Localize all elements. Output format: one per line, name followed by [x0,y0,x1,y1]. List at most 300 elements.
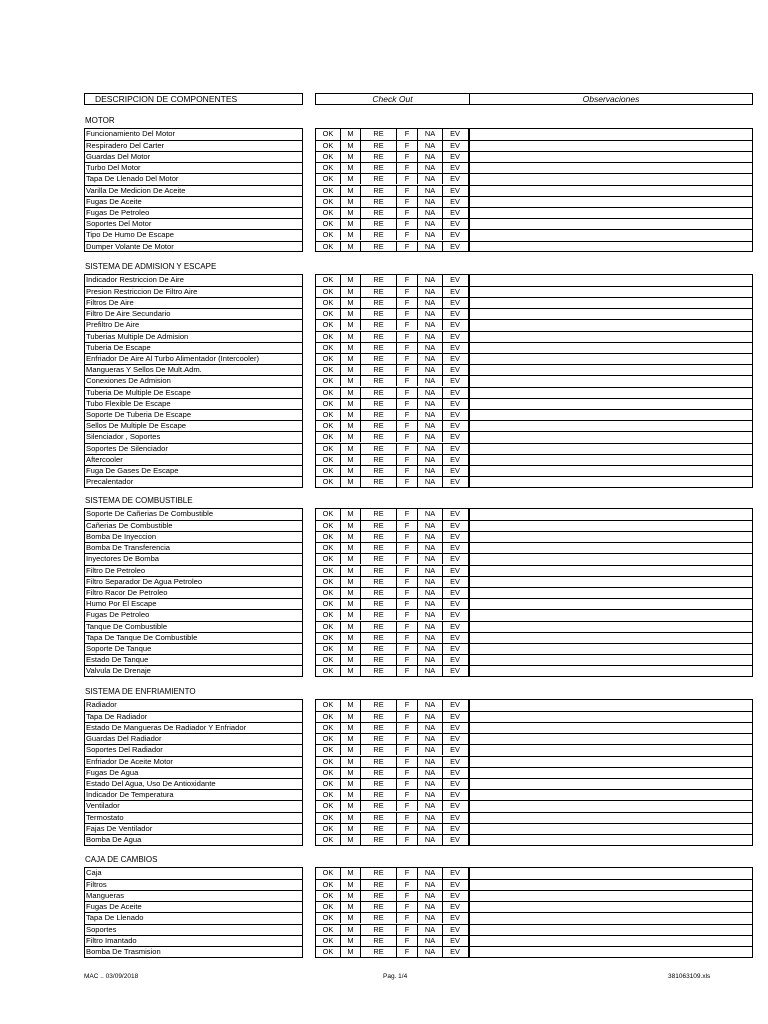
status-option-na[interactable]: NA [417,644,442,654]
status-option-re[interactable]: RE [360,174,396,184]
status-option-ev[interactable]: EV [442,936,467,946]
status-option-ev[interactable]: EV [442,141,467,151]
observation-field[interactable] [470,129,752,140]
status-option-ok[interactable]: OK [322,879,334,889]
status-option-re[interactable]: RE [360,219,396,229]
status-option-ev[interactable]: EV [442,655,467,665]
status-option-re[interactable]: RE [360,700,396,711]
status-option-re[interactable]: RE [360,723,396,733]
status-option-ok[interactable]: OK [322,207,334,217]
status-option-m[interactable]: M [340,633,360,643]
status-option-ev[interactable]: EV [442,723,467,733]
observation-field[interactable] [470,587,752,598]
status-option-ok[interactable]: OK [322,946,334,956]
status-option-m[interactable]: M [340,801,360,811]
status-option-f[interactable]: F [396,700,417,711]
status-option-na[interactable]: NA [417,757,442,767]
status-option-re[interactable]: RE [360,365,396,375]
status-option-ev[interactable]: EV [442,152,467,162]
status-option-re[interactable]: RE [360,868,396,879]
status-option-na[interactable]: NA [417,891,442,901]
status-option-re[interactable]: RE [360,466,396,476]
status-option-ok[interactable]: OK [322,342,334,352]
status-option-re[interactable]: RE [360,588,396,598]
status-option-m[interactable]: M [340,432,360,442]
status-option-na[interactable]: NA [417,129,442,140]
status-option-re[interactable]: RE [360,298,396,308]
status-option-m[interactable]: M [340,936,360,946]
status-option-f[interactable]: F [396,365,417,375]
status-option-re[interactable]: RE [360,163,396,173]
status-option-ok[interactable]: OK [322,756,334,766]
observation-field[interactable] [470,173,752,184]
status-option-f[interactable]: F [396,801,417,811]
observation-field[interactable] [470,319,752,330]
status-option-na[interactable]: NA [417,354,442,364]
status-option-re[interactable]: RE [360,332,396,342]
status-option-ev[interactable]: EV [442,242,467,252]
status-option-re[interactable]: RE [360,757,396,767]
status-option-ev[interactable]: EV [442,376,467,386]
status-option-f[interactable]: F [396,599,417,609]
status-option-m[interactable]: M [340,644,360,654]
status-option-re[interactable]: RE [360,599,396,609]
status-option-re[interactable]: RE [360,141,396,151]
status-option-ok[interactable]: OK [322,913,334,923]
observation-field[interactable] [470,576,752,587]
status-option-re[interactable]: RE [360,376,396,386]
status-option-m[interactable]: M [340,880,360,890]
status-option-m[interactable]: M [340,343,360,353]
status-option-f[interactable]: F [396,455,417,465]
status-option-f[interactable]: F [396,745,417,755]
status-option-na[interactable]: NA [417,197,442,207]
observation-field[interactable] [470,308,752,319]
status-option-re[interactable]: RE [360,230,396,240]
observation-field[interactable] [470,901,752,912]
status-option-ev[interactable]: EV [442,509,467,520]
status-option-f[interactable]: F [396,521,417,531]
status-option-f[interactable]: F [396,622,417,632]
status-option-m[interactable]: M [340,444,360,454]
status-option-re[interactable]: RE [360,835,396,845]
status-option-m[interactable]: M [340,599,360,609]
status-option-f[interactable]: F [396,532,417,542]
observation-field[interactable] [470,420,752,431]
observation-field[interactable] [470,162,752,173]
status-option-ok[interactable]: OK [322,576,334,586]
status-option-ev[interactable]: EV [442,477,467,487]
status-option-f[interactable]: F [396,466,417,476]
status-option-ev[interactable]: EV [442,925,467,935]
status-option-na[interactable]: NA [417,599,442,609]
status-option-re[interactable]: RE [360,421,396,431]
status-option-ev[interactable]: EV [442,455,467,465]
status-option-f[interactable]: F [396,666,417,676]
status-option-m[interactable]: M [340,835,360,845]
status-option-f[interactable]: F [396,566,417,576]
status-option-na[interactable]: NA [417,577,442,587]
status-option-ev[interactable]: EV [442,399,467,409]
status-option-re[interactable]: RE [360,477,396,487]
status-option-ok[interactable]: OK [322,465,334,475]
status-option-na[interactable]: NA [417,332,442,342]
observation-field[interactable] [470,241,752,252]
status-option-na[interactable]: NA [417,399,442,409]
status-option-ok[interactable]: OK [322,409,334,419]
status-option-ok[interactable]: OK [322,890,334,900]
status-option-f[interactable]: F [396,835,417,845]
observation-field[interactable] [470,331,752,342]
status-option-na[interactable]: NA [417,723,442,733]
observation-field[interactable] [470,912,752,923]
status-option-ev[interactable]: EV [442,902,467,912]
status-option-ev[interactable]: EV [442,298,467,308]
status-option-ev[interactable]: EV [442,610,467,620]
status-option-ev[interactable]: EV [442,712,467,722]
status-option-ok[interactable]: OK [322,711,334,721]
status-option-ok[interactable]: OK [322,834,334,844]
status-option-ev[interactable]: EV [442,880,467,890]
status-option-f[interactable]: F [396,376,417,386]
status-option-ev[interactable]: EV [442,577,467,587]
observation-field[interactable] [470,387,752,398]
observation-field[interactable] [470,531,752,542]
status-option-na[interactable]: NA [417,768,442,778]
observation-field[interactable] [470,207,752,218]
observation-field[interactable] [470,353,752,364]
status-option-re[interactable]: RE [360,913,396,923]
observation-field[interactable] [470,520,752,531]
status-option-ok[interactable]: OK [322,812,334,822]
status-option-ev[interactable]: EV [442,354,467,364]
status-option-na[interactable]: NA [417,242,442,252]
status-option-na[interactable]: NA [417,432,442,442]
status-option-f[interactable]: F [396,723,417,733]
status-option-f[interactable]: F [396,655,417,665]
status-option-na[interactable]: NA [417,554,442,564]
status-option-m[interactable]: M [340,588,360,598]
status-option-m[interactable]: M [340,779,360,789]
status-option-na[interactable]: NA [417,208,442,218]
status-option-na[interactable]: NA [417,779,442,789]
status-option-m[interactable]: M [340,790,360,800]
observation-field[interactable] [470,229,752,240]
status-option-f[interactable]: F [396,444,417,454]
status-option-ev[interactable]: EV [442,891,467,901]
status-option-ev[interactable]: EV [442,633,467,643]
status-option-ev[interactable]: EV [442,208,467,218]
status-option-na[interactable]: NA [417,509,442,520]
status-option-re[interactable]: RE [360,275,396,286]
status-option-m[interactable]: M [340,208,360,218]
status-option-na[interactable]: NA [417,298,442,308]
status-option-ok[interactable]: OK [322,320,334,330]
status-option-re[interactable]: RE [360,925,396,935]
status-option-f[interactable]: F [396,509,417,520]
status-option-m[interactable]: M [340,734,360,744]
status-option-na[interactable]: NA [417,343,442,353]
status-option-m[interactable]: M [340,477,360,487]
status-option-m[interactable]: M [340,745,360,755]
status-option-ok[interactable]: OK [322,432,334,442]
status-option-ev[interactable]: EV [442,197,467,207]
status-option-re[interactable]: RE [360,343,396,353]
status-option-m[interactable]: M [340,700,360,711]
status-option-na[interactable]: NA [417,309,442,319]
status-option-m[interactable]: M [340,757,360,767]
status-option-ev[interactable]: EV [442,521,467,531]
observation-field[interactable] [470,509,752,520]
status-option-f[interactable]: F [396,868,417,879]
observation-field[interactable] [470,665,752,676]
status-option-f[interactable]: F [396,644,417,654]
status-option-re[interactable]: RE [360,577,396,587]
observation-field[interactable] [470,409,752,420]
status-option-m[interactable]: M [340,566,360,576]
status-option-na[interactable]: NA [417,622,442,632]
status-option-re[interactable]: RE [360,543,396,553]
status-option-na[interactable]: NA [417,219,442,229]
status-option-re[interactable]: RE [360,655,396,665]
status-option-ev[interactable]: EV [442,554,467,564]
status-option-na[interactable]: NA [417,421,442,431]
status-option-re[interactable]: RE [360,129,396,140]
status-option-ev[interactable]: EV [442,432,467,442]
status-option-na[interactable]: NA [417,801,442,811]
status-option-m[interactable]: M [340,868,360,879]
status-option-f[interactable]: F [396,343,417,353]
status-option-re[interactable]: RE [360,801,396,811]
status-option-f[interactable]: F [396,287,417,297]
status-option-ev[interactable]: EV [442,779,467,789]
status-option-ok[interactable]: OK [322,778,334,788]
status-option-na[interactable]: NA [417,633,442,643]
status-option-na[interactable]: NA [417,521,442,531]
observation-field[interactable] [470,465,752,476]
status-option-re[interactable]: RE [360,666,396,676]
observation-field[interactable] [470,431,752,442]
status-option-ev[interactable]: EV [442,309,467,319]
status-option-f[interactable]: F [396,129,417,140]
status-option-ok[interactable]: OK [322,230,334,240]
status-option-f[interactable]: F [396,275,417,286]
status-option-na[interactable]: NA [417,655,442,665]
observation-field[interactable] [470,654,752,665]
status-option-ok[interactable]: OK [322,443,334,453]
status-option-ok[interactable]: OK [322,587,334,597]
status-option-ok[interactable]: OK [322,531,334,541]
status-option-m[interactable]: M [340,902,360,912]
status-option-na[interactable]: NA [417,790,442,800]
status-option-ok[interactable]: OK [322,935,334,945]
status-option-ev[interactable]: EV [442,913,467,923]
status-option-na[interactable]: NA [417,745,442,755]
status-option-m[interactable]: M [340,421,360,431]
status-option-f[interactable]: F [396,712,417,722]
status-option-m[interactable]: M [340,768,360,778]
status-option-ok[interactable]: OK [322,599,334,609]
status-option-ok[interactable]: OK [322,309,334,319]
status-option-na[interactable]: NA [417,666,442,676]
observation-field[interactable] [470,375,752,386]
observation-field[interactable] [470,297,752,308]
observation-field[interactable] [470,823,752,834]
observation-field[interactable] [470,454,752,465]
observation-field[interactable] [470,553,752,564]
observation-field[interactable] [470,946,752,957]
status-option-ev[interactable]: EV [442,768,467,778]
status-option-m[interactable]: M [340,376,360,386]
status-option-f[interactable]: F [396,477,417,487]
status-option-f[interactable]: F [396,734,417,744]
status-option-na[interactable]: NA [417,936,442,946]
status-option-f[interactable]: F [396,757,417,767]
status-option-f[interactable]: F [396,925,417,935]
status-option-f[interactable]: F [396,163,417,173]
status-option-ev[interactable]: EV [442,622,467,632]
status-option-re[interactable]: RE [360,768,396,778]
status-option-m[interactable]: M [340,298,360,308]
status-option-m[interactable]: M [340,219,360,229]
status-option-re[interactable]: RE [360,622,396,632]
status-option-m[interactable]: M [340,275,360,286]
status-option-na[interactable]: NA [417,141,442,151]
status-option-na[interactable]: NA [417,455,442,465]
observation-field[interactable] [470,140,752,151]
status-option-f[interactable]: F [396,242,417,252]
observation-field[interactable] [470,542,752,553]
status-option-na[interactable]: NA [417,186,442,196]
status-option-ok[interactable]: OK [322,163,334,173]
status-option-re[interactable]: RE [360,554,396,564]
observation-field[interactable] [470,834,752,845]
status-option-na[interactable]: NA [417,588,442,598]
status-option-ok[interactable]: OK [322,520,334,530]
status-option-ok[interactable]: OK [322,610,334,620]
status-option-re[interactable]: RE [360,891,396,901]
status-option-f[interactable]: F [396,208,417,218]
observation-field[interactable] [470,364,752,375]
status-option-f[interactable]: F [396,824,417,834]
observation-field[interactable] [470,598,752,609]
status-option-f[interactable]: F [396,309,417,319]
status-option-f[interactable]: F [396,936,417,946]
status-option-na[interactable]: NA [417,913,442,923]
status-option-na[interactable]: NA [417,700,442,711]
status-option-m[interactable]: M [340,913,360,923]
status-option-na[interactable]: NA [417,610,442,620]
status-option-m[interactable]: M [340,947,360,957]
status-option-f[interactable]: F [396,141,417,151]
status-option-m[interactable]: M [340,242,360,252]
status-option-na[interactable]: NA [417,925,442,935]
status-option-f[interactable]: F [396,399,417,409]
status-option-f[interactable]: F [396,947,417,957]
status-option-re[interactable]: RE [360,287,396,297]
status-option-ok[interactable]: OK [322,185,334,195]
status-option-ev[interactable]: EV [442,700,467,711]
status-option-f[interactable]: F [396,432,417,442]
status-option-ok[interactable]: OK [322,745,334,755]
status-option-m[interactable]: M [340,723,360,733]
observation-field[interactable] [470,643,752,654]
observation-field[interactable] [470,700,752,711]
status-option-ev[interactable]: EV [442,588,467,598]
observation-field[interactable] [470,565,752,576]
status-option-na[interactable]: NA [417,543,442,553]
status-option-na[interactable]: NA [417,163,442,173]
status-option-ev[interactable]: EV [442,868,467,879]
status-option-re[interactable]: RE [360,242,396,252]
status-option-f[interactable]: F [396,543,417,553]
status-option-ev[interactable]: EV [442,566,467,576]
observation-field[interactable] [470,218,752,229]
status-option-m[interactable]: M [340,186,360,196]
status-option-m[interactable]: M [340,466,360,476]
status-option-ev[interactable]: EV [442,444,467,454]
status-option-m[interactable]: M [340,320,360,330]
status-option-f[interactable]: F [396,790,417,800]
status-option-ev[interactable]: EV [442,230,467,240]
status-option-f[interactable]: F [396,880,417,890]
status-option-ok[interactable]: OK [322,241,334,251]
status-option-ok[interactable]: OK [322,151,334,161]
status-option-re[interactable]: RE [360,388,396,398]
status-option-ok[interactable]: OK [322,398,334,408]
status-option-ev[interactable]: EV [442,410,467,420]
observation-field[interactable] [470,756,752,767]
status-option-re[interactable]: RE [360,354,396,364]
status-option-ev[interactable]: EV [442,532,467,542]
observation-field[interactable] [470,879,752,890]
status-option-re[interactable]: RE [360,152,396,162]
status-option-m[interactable]: M [340,610,360,620]
status-option-ok[interactable]: OK [322,632,334,642]
status-option-ok[interactable]: OK [322,274,334,284]
status-option-na[interactable]: NA [417,230,442,240]
status-option-f[interactable]: F [396,388,417,398]
status-option-ev[interactable]: EV [442,801,467,811]
observation-field[interactable] [470,476,752,487]
status-option-f[interactable]: F [396,813,417,823]
status-option-m[interactable]: M [340,509,360,520]
status-option-m[interactable]: M [340,532,360,542]
observation-field[interactable] [470,812,752,823]
status-option-ok[interactable]: OK [322,801,334,811]
status-option-re[interactable]: RE [360,610,396,620]
status-option-m[interactable]: M [340,813,360,823]
status-option-re[interactable]: RE [360,902,396,912]
status-option-ev[interactable]: EV [442,332,467,342]
observation-field[interactable] [470,924,752,935]
status-option-m[interactable]: M [340,197,360,207]
observation-field[interactable] [470,722,752,733]
status-option-na[interactable]: NA [417,813,442,823]
status-option-ev[interactable]: EV [442,599,467,609]
status-option-ev[interactable]: EV [442,320,467,330]
status-option-ok[interactable]: OK [322,508,334,518]
status-option-re[interactable]: RE [360,813,396,823]
status-option-ok[interactable]: OK [322,643,334,653]
status-option-f[interactable]: F [396,186,417,196]
status-option-ok[interactable]: OK [322,554,334,564]
status-option-ok[interactable]: OK [322,734,334,744]
status-option-ev[interactable]: EV [442,421,467,431]
status-option-na[interactable]: NA [417,287,442,297]
status-option-m[interactable]: M [340,554,360,564]
status-option-m[interactable]: M [340,129,360,140]
